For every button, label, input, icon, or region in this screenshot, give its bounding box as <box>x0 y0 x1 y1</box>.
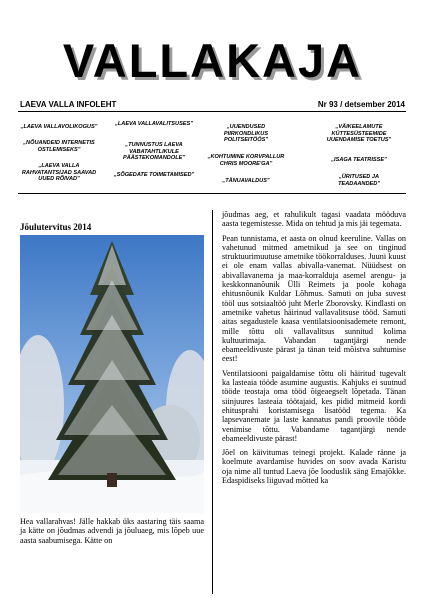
header-rule-top <box>18 111 406 112</box>
snowy-spruce-photo <box>20 235 204 513</box>
article-paragraph: Ventilatsiooni paigaldamise tõttu oli häiritud tugevalt ka lasteaia tööde asumine augustis. Kahjuks ei suutnud tööde teostaja oma tööd õigeaegselt lõpetada. Tänan siinjuures lasteaia töötajaid, kes pidid mitmeid kordi ehitusprahi koristamisega lisatööd tegema. Ka lapsevanemate ja laste kannatus pandi proovile tööde venimise tõttu. Vabandame tagantjärgi nende ebameeldivuste pärast! <box>222 368 406 443</box>
article-paragraph: Jõel on käivitumas teinegi projekt. Kalade ränne ja koelmute avardamise huvides on soov avada Karistu oja nime all tuntud Laeva jõe looduslik säng Emajõkke. Edaspidiseks liiguvad mõtted ka <box>222 448 406 486</box>
toc-item: „NÕUANDEID INTERNETIS OSTLEMISEKS" <box>23 140 95 153</box>
article-body-column <box>222 210 406 490</box>
newsletter-subtitle: LAEVA VALLA INFOLEHT <box>20 100 117 109</box>
article-title: Jõulutervitus 2014 <box>20 222 92 232</box>
toc-item: „LAEVA VALLAVALITSUSES" <box>115 121 193 127</box>
toc-item: „LAEVA VALLAVOLIKOGUS" <box>20 124 98 130</box>
toc-item: „TÄNUAVALDUS" <box>222 178 270 184</box>
toc-item: „VÄIKEELAMUTE KÜTTESÜSTEEMIDE UUENDAMISE TOETUS" <box>326 124 392 143</box>
toc-item: „ÜRITUSED JA TEADAANDED" <box>338 174 380 187</box>
toc-item: „KOHTUMINE KORVPALLUR CHRIS MOORE'GA" <box>207 154 285 167</box>
article-paragraph: Pean tunnistama, et aasta on olnud keeruline. Vallas on vahetunud mitmed ametnikud ja see on tinginud struktuurimuutuse ametnike töökorralduses. Juuni kuust ei ole enam vallas abivalla-vanemat. Nüüdsest on abivallavanema ja maa-korralduja asemel arengu- ja keskkonnanõunik Ülli Reimets ja poole kohaga ehitusnõunik Kuldar Lõhmus. Samuti on juba suvest tööl uus sotsiaaltöö juht Merle Zborovsky. Kindlasti on ametnike vahetus häirinud vallavalitsuse tööd. Samuti aitas segadustele kaasa ventilatsioonisademete remont, mille tõttu oli vallavalitsus sunnitud kolima kultuurimaja. Vabandan tagantjärgi nende ebameeldivuste pärast ja tänan teid mõistva suhtumise eest! <box>222 233 406 364</box>
header-rule-bottom <box>18 193 406 194</box>
column-divider <box>212 210 213 594</box>
article-lead-text: Hea vallarahvas! Jälle hakkab üks aastaring täis saama ja kätte on jõudmas advendi ja jõuluaeg, mis lõpeb uue aasta saabumisega. Kätte on <box>20 517 204 545</box>
toc-item: „UUENDUSED PIIRKONDLIKUS POLITSEITÖÖS" <box>223 124 269 143</box>
masthead-title: VALLAKAJA <box>62 34 363 87</box>
toc-item: „TUNNUSTUS LAEVA VABATAHTLIKULE PÄÄSTEKOMANDOLE" <box>122 142 185 161</box>
toc-item: „SÕGEDATE TOIMETAMISED" <box>113 172 195 178</box>
toc-item: „ISAGA TEATRISSE" <box>331 157 387 163</box>
issue-number: Nr 93 / detsember 2014 <box>317 100 405 109</box>
toc-item: „LAEVA VALLA RAHVATANTSIJAD SAAVAD UUED RÕIVAD" <box>21 163 97 182</box>
article-paragraph: jõudmas aeg, et rahulikult tagasi vaadata mööduva aasta tegemistesse. Mida on tehtud ja mis jäi tegemata. <box>222 210 406 229</box>
